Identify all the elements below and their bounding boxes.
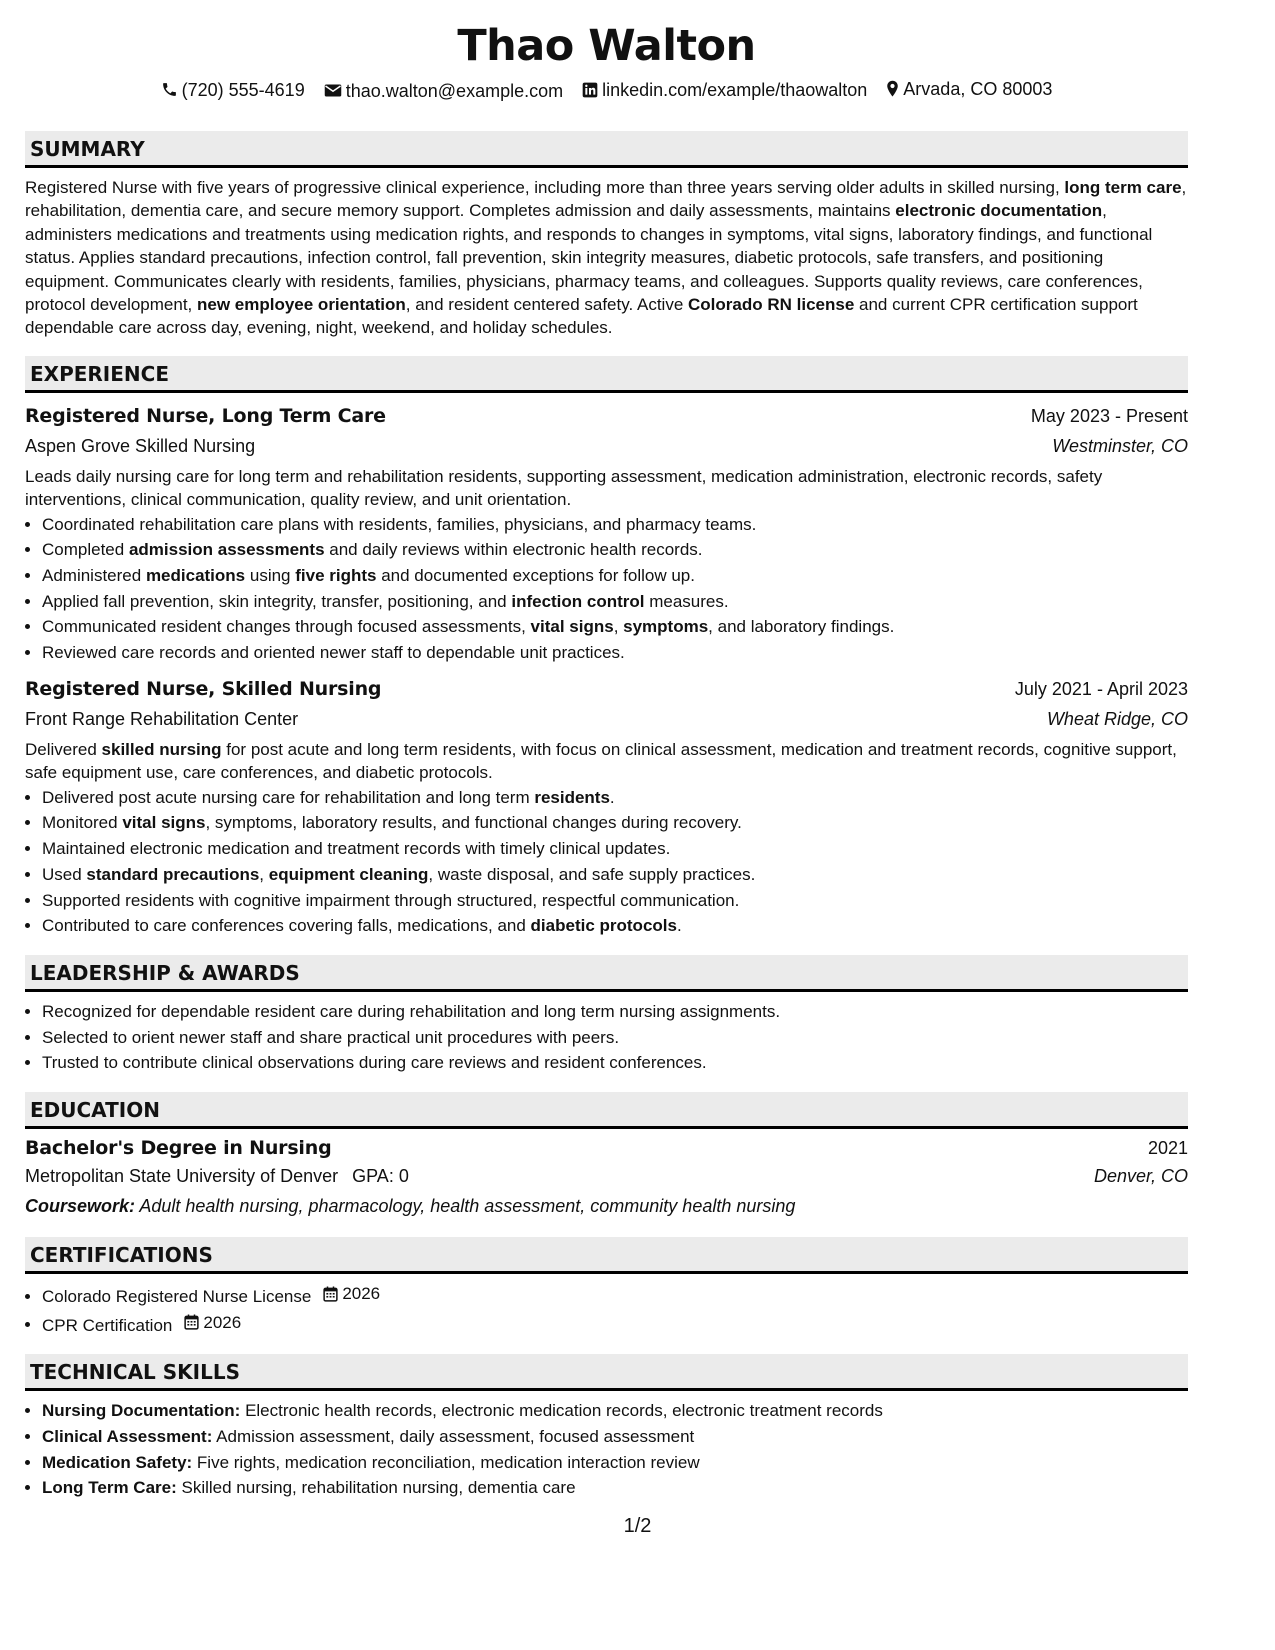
resume-page (25, 18, 1188, 1501)
skill-item (42, 1424, 1188, 1450)
list-item (42, 589, 1188, 615)
map-pin-icon (886, 80, 899, 98)
graduation-year: 2021 (1147, 1138, 1188, 1159)
list-item: • Selected to orient newer staff and share practical unit procedures with peers. (42, 1025, 1188, 1051)
certification-year: 2026 (342, 1284, 381, 1304)
section-header-education: EDUCATION (25, 1092, 1188, 1129)
list-item: • Trusted to contribute clinical observations during care reviews and resident conferences. (42, 1050, 1188, 1076)
school-name: Metropolitan State University of Denver (25, 1166, 339, 1187)
list-item (42, 862, 1188, 888)
coursework (25, 1191, 1188, 1221)
phone-icon (161, 81, 178, 98)
text-run: , and laboratory findings. (708, 617, 895, 637)
text-run: Completed (42, 540, 129, 560)
skill-value: Skilled nursing, rehabilitation nursing, dementia care (176, 1478, 576, 1498)
section-header-experience: EXPERIENCE (25, 356, 1188, 393)
certification-list (25, 1281, 1188, 1338)
text-run: for post acute and long term residents, with focus on clinical assessment, medication and treatment records, cognitive support, safe equipment use, care conferences, and diabetic protocols. (25, 739, 1177, 783)
text-run: Applied fall prevention, skin integrity, transfer, positioning, and (42, 591, 512, 611)
text-run: Coordinated rehabilitation care plans with residents, families, physicians, and pharmacy teams. (42, 514, 757, 534)
list-item (42, 563, 1188, 589)
section-header-certifications: CERTIFICATIONS (25, 1237, 1188, 1274)
phone-text: (720) 555-4619 (181, 79, 305, 100)
emphasis-text: vital signs (530, 617, 614, 637)
leadership-list (25, 999, 1188, 1076)
list-item (42, 512, 1188, 538)
skill-item (42, 1475, 1188, 1501)
emphasis-text: skilled nursing (101, 739, 222, 759)
text-run: . (609, 787, 615, 807)
emphasis-text: standard precautions (86, 864, 260, 884)
contact-email[interactable] (324, 78, 563, 104)
calendar-icon (184, 1314, 199, 1330)
linkedin-text: linkedin.com/example/thaowalton (602, 80, 868, 100)
text-run: Reviewed care records and oriented newer staff to dependable unit practices. (42, 643, 625, 663)
emphasis-text: new employee orientation (197, 295, 406, 315)
school-location: Denver, CO (1093, 1166, 1188, 1187)
coursework-list: Adult health nursing, pharmacology, health assessment, community health nursing (135, 1196, 796, 1217)
education-entry (25, 1133, 1188, 1221)
job-location: Wheat Ridge, CO (1046, 708, 1188, 729)
job-entry (25, 401, 1188, 666)
emphasis-text: long term care (1064, 178, 1182, 197)
list-item (42, 888, 1188, 914)
emphasis-text: infection control (511, 591, 645, 611)
text-run: Contributed to care conferences covering falls, medications, and (42, 916, 531, 936)
skill-value: Admission assessment, daily assessment, focused assessment (212, 1426, 695, 1446)
text-run: , and resident centered safety. Active (405, 295, 689, 315)
resume-header (25, 18, 1188, 105)
text-run: Leads daily nursing care for long term and rehabilitation residents, supporting assessment, medication administration, electronic records, safety interventions, clinical communication, quality review, and unit orientation. (25, 466, 1103, 510)
emphasis-text: five rights (295, 566, 377, 586)
job-title: Registered Nurse, Skilled Nursing (25, 677, 382, 700)
text-run: , symptoms, laboratory results, and functional changes during recovery. (205, 813, 742, 833)
job-entry (25, 674, 1188, 939)
text-run: , (259, 864, 269, 884)
job-dates: May 2023 - Present (1030, 405, 1188, 426)
candidate-name: Thao Walton (457, 21, 756, 71)
job-bullets (25, 785, 1188, 939)
text-run: using (245, 566, 296, 586)
text-run: Monitored (42, 813, 123, 833)
text-run: . (676, 916, 682, 936)
list-item (42, 810, 1188, 836)
emphasis-text: symptoms (623, 617, 709, 637)
text-run: and daily reviews within electronic health records. (324, 540, 703, 560)
section-header-skills: TECHNICAL SKILLS (25, 1354, 1188, 1391)
employer-name: Front Range Rehabilitation Center (25, 708, 299, 729)
coursework-label: Coursework: (25, 1196, 136, 1217)
emphasis-text: vital signs (122, 813, 206, 833)
list-item (42, 640, 1188, 666)
location-text: Arvada, CO 80003 (903, 79, 1053, 99)
text-run: and current CPR certification support dependable care across day, evening, night, weekend, and holiday schedules. (25, 295, 1138, 338)
job-location: Westminster, CO (1052, 435, 1188, 456)
list-item (42, 785, 1188, 811)
text-run: , (613, 617, 624, 637)
skills-list (25, 1398, 1188, 1501)
certification-date (184, 1310, 241, 1336)
skill-item (42, 1450, 1188, 1476)
text-run: Maintained electronic medication and treatment records with timely clinical updates. (42, 839, 671, 859)
certification-year: 2026 (203, 1312, 242, 1332)
skill-value: Electronic health records, electronic medication records, electronic treatment records (240, 1401, 883, 1421)
emphasis-text: diabetic protocols (530, 916, 677, 936)
experience-list (25, 401, 1188, 939)
text-run: Administered (42, 566, 146, 586)
contact-phone[interactable] (161, 77, 305, 103)
employer-name: Aspen Grove Skilled Nursing (25, 435, 256, 456)
skill-label: Clinical Assessment: (42, 1426, 213, 1446)
contact-bar (25, 76, 1188, 105)
section-header-summary: SUMMARY (25, 131, 1188, 168)
skill-item (42, 1398, 1188, 1424)
certification-name: Colorado Registered Nurse License (42, 1286, 312, 1306)
list-item (42, 537, 1188, 563)
job-bullets (25, 512, 1188, 666)
list-item (42, 913, 1188, 939)
certification-item (42, 1281, 1188, 1310)
page-number: 1/2 (623, 1515, 652, 1537)
calendar-icon (323, 1286, 338, 1302)
emphasis-text: admission assessments (128, 540, 325, 560)
text-run: , administers medications and treatments using medication rights, and responds to changes in symptoms, vital signs, laboratory findings, and functional status. Applies standard precautions, infection control, fall prevention, skin integrity measures, diabetic protocols, safe transfers, and positioning equipment. Communicates clearly with residents, families, physicians, pharmacy teams, and colleagues. Supports quality reviews, care conferences, protocol development, (25, 201, 1153, 315)
gpa: GPA: 0 (352, 1166, 409, 1187)
text-run: Registered Nurse with five years of progressive clinical experience, including more than three years serving older adults in skilled nursing, (25, 178, 1065, 197)
emphasis-text: Colorado RN license (688, 295, 855, 315)
emphasis-text: electronic documentation (895, 201, 1103, 221)
list-item (42, 614, 1188, 640)
job-summary (25, 738, 1188, 785)
contact-linkedin[interactable] (582, 77, 867, 103)
list-item (42, 836, 1188, 862)
text-run: and documented exceptions for follow up. (376, 566, 695, 586)
text-run: , rehabilitation, dementia care, and secure memory support. Completes admission and daily assessments, maintains (25, 178, 1187, 221)
contact-location (886, 76, 1052, 102)
text-run: Supported residents with cognitive impairment through structured, respectful communication. (42, 890, 740, 910)
email-text: thao.walton@example.com (345, 80, 564, 101)
certification-name: CPR Certification (42, 1315, 173, 1335)
job-summary (25, 465, 1188, 512)
section-header-leadership: LEADERSHIP & AWARDS (25, 955, 1188, 992)
emphasis-text: equipment cleaning (268, 864, 429, 884)
linkedin-icon (582, 82, 598, 98)
skill-value: Five rights, medication reconciliation, medication interaction review (192, 1452, 700, 1472)
text-run: Delivered (25, 739, 102, 759)
emphasis-text: residents (534, 787, 610, 807)
emphasis-text: medications (145, 566, 246, 586)
skill-label: Long Term Care: (42, 1478, 177, 1498)
job-title: Registered Nurse, Long Term Care (25, 404, 386, 427)
text-run: measures. (644, 591, 729, 611)
text-run: Delivered post acute nursing care for rehabilitation and long term (42, 787, 535, 807)
text-run: , waste disposal, and safe supply practices. (428, 864, 756, 884)
summary-text (25, 176, 1188, 340)
skill-label: Nursing Documentation: (42, 1401, 241, 1421)
job-dates: July 2021 - April 2023 (1014, 678, 1188, 699)
text-run: Communicated resident changes through focused assessments, (42, 617, 531, 637)
text-run: Used (42, 864, 87, 884)
envelope-icon (324, 83, 342, 98)
skill-label: Medication Safety: (42, 1452, 193, 1472)
certification-item (42, 1310, 1188, 1339)
certification-date (323, 1281, 380, 1307)
degree-title: Bachelor's Degree in Nursing (25, 1137, 332, 1160)
list-item: • Recognized for dependable resident care during rehabilitation and long term nursing assignments. (42, 999, 1188, 1025)
